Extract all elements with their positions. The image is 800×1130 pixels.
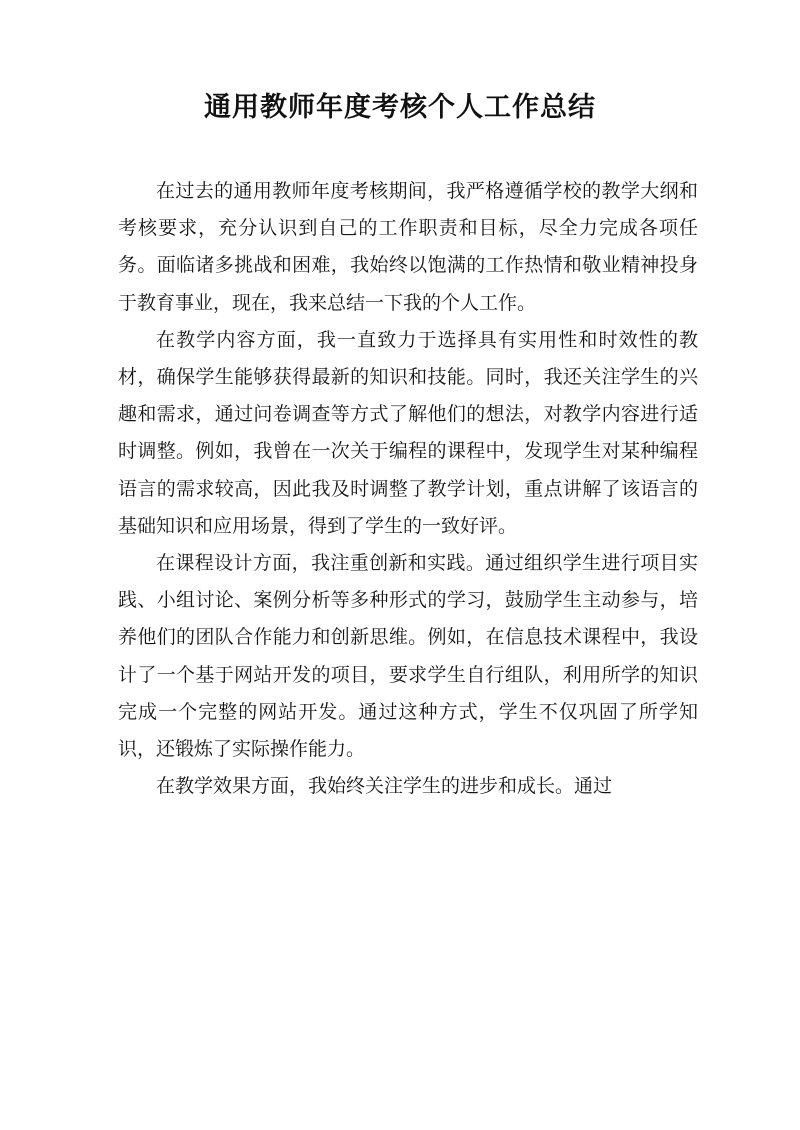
paragraph: 在过去的通用教师年度考核期间，我严格遵循学校的教学大纲和考核要求，充分认识到自己的工作职责和目标，尽全力完成各项任务。面临诸多挑战和困难，我始终以饱满的工作热情和敬业精神投身于教育事业，现在，我来总结一下我的个人工作。 xyxy=(118,180,698,314)
document-title: 通用教师年度考核个人工作总结 xyxy=(204,92,596,123)
paragraph: 在教学内容方面，我一直致力于选择具有实用性和时效性的教材，确保学生能够获得最新的知识和技能。同时，我还关注学生的兴趣和需求，通过问卷调查等方式了解他们的想法，对教学内容进行适时调整。例如，我曾在一次关于编程的课程中，发现学生对某种编程语言的需求较高，因此我及时调整了教学计划，重点讲解了该语言的基础知识和应用场景，得到了学生的一致好评。 xyxy=(118,328,698,537)
paragraph: 在教学效果方面，我始终关注学生的进步和成长。通过 xyxy=(156,775,613,798)
document-body xyxy=(118,173,698,805)
paragraph: 在课程设计方面，我注重创新和实践。通过组织学生进行项目实践、小组讨论、案例分析等多种形式的学习，鼓励学生主动参与，培养他们的团队合作能力和创新思维。例如，在信息技术课程中，我设计了一个基于网站开发的项目，要求学生自行组队，利用所学的知识完成一个完整的网站开发。通过这种方式，学生不仅巩固了所学知识，还锻炼了实际操作能力。 xyxy=(118,552,698,761)
